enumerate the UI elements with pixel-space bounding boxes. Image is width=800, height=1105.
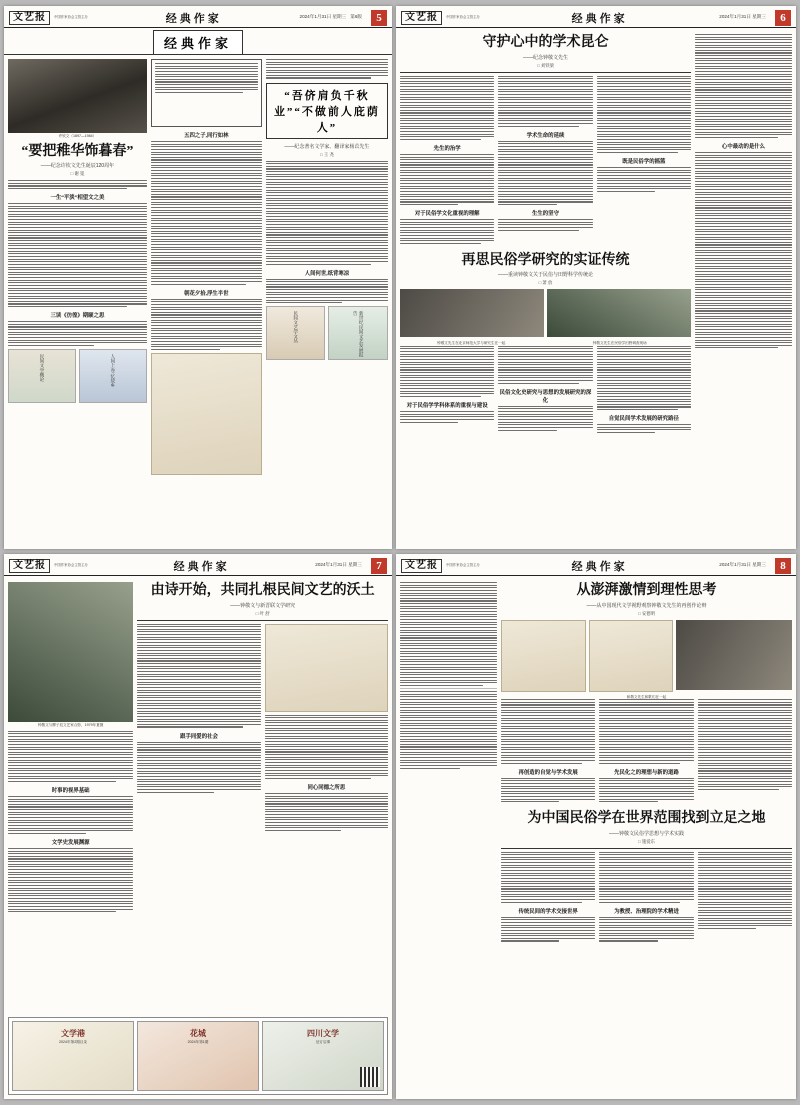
masthead-page-5: [4, 6, 392, 28]
section-heading-1b: 三读《彷徨》期颐之思: [50, 313, 105, 320]
page-banner-title: 经典作家: [173, 560, 230, 573]
subheadline-article-7: ——钟敬文民俗学思想与学术实践: [608, 830, 684, 837]
section-heading-3d: 生生的坚守: [532, 211, 559, 218]
page-6-right-rail: [695, 34, 792, 435]
publication-logo-subtitle: 中国作家协会主管主办: [54, 14, 88, 19]
publication-logo: 文艺报: [401, 11, 442, 25]
byline-article-2: □ 王 尧: [320, 151, 334, 157]
subheadline-article-4: ——重读钟敬文关于民俗与田野科学传统论: [497, 272, 593, 279]
page-6-col-1: [400, 76, 494, 246]
ad-sichuan-wenxue[interactable]: [262, 1021, 384, 1091]
body-text-top-c: [266, 59, 388, 79]
book-cover-4: [328, 306, 388, 360]
section-heading-4b: 民俗文化史研究与思想的发展研究的深化: [499, 389, 592, 404]
manuscript-facsimile: [265, 624, 388, 712]
headline-article-5: 由诗开始，共同扎根民间文艺的沃土: [150, 583, 375, 598]
photo-row-page-6: [400, 289, 691, 337]
subheadline-article-5: ——钟敬文与新晋联文学研究: [230, 602, 296, 609]
page-6-main: [400, 34, 691, 435]
headline-article-1: “要把稚华饰暮春”: [21, 143, 134, 159]
advertisement-row: [9, 1018, 387, 1094]
portrait-photo-xu-qinwen: [8, 59, 147, 133]
page-7-text-col-1: [137, 624, 260, 833]
page-7-text-columns: [137, 624, 388, 833]
byline-article-5: □ 叶 舒: [255, 610, 270, 616]
book-title-2: 人间上卷·忆故乡: [110, 353, 116, 388]
section-heading-5a: 时事的视界基础: [51, 787, 90, 794]
page-date-line: 2024年1月31日 星期三: [315, 562, 362, 568]
byline-article-1: □ 谢 冕: [70, 171, 85, 177]
page-8-lower-text: [501, 852, 792, 944]
page-5-column-c: [266, 59, 388, 475]
qr-code-icon[interactable]: [360, 1067, 380, 1087]
page-number-badge: 7: [371, 558, 387, 574]
page-8-lower-col-2: [599, 852, 693, 944]
section-heading-5c: 跟手同爱的社会: [180, 733, 218, 740]
subheadline-article-3: ——纪念钟敬文先生: [522, 54, 568, 61]
section-heading-5d: 同心同德之所思: [307, 784, 346, 791]
masthead-page-7: [4, 554, 392, 576]
section-heading-5b: 文学史发展渊源: [51, 839, 90, 846]
divider: [400, 688, 497, 689]
page-8-main: [501, 582, 792, 943]
ad-title-2: 花城: [190, 1029, 206, 1038]
page-8-text-col-2: [599, 699, 693, 804]
page-6-lower-columns: [400, 346, 691, 435]
page-date-line: 2024年1月31日 星期三: [719, 14, 766, 20]
body-text-article-1: [8, 180, 147, 189]
headline-article-6: 从澎湃激情到理性思考: [576, 583, 717, 598]
page-number-badge: 6: [775, 10, 791, 26]
page-6-col-3: [597, 76, 691, 246]
ad-title-1: 文学港: [61, 1029, 85, 1038]
section-heading-3b: 对于民俗学文化重视的理解: [414, 211, 480, 218]
page-7-col-photo: [8, 582, 133, 914]
headline-article-2: “吾侪肩负千秋业”“不做前人庇荫人”: [266, 83, 388, 139]
section-heading-6b: 先民化之的理想与新的道路: [614, 769, 679, 776]
calligraphy-illustration: [151, 353, 262, 475]
headline-article-3: 守护心中的学术昆仑: [482, 35, 609, 50]
ad-huacheng[interactable]: [137, 1021, 259, 1091]
masthead-page-8: [396, 554, 796, 576]
divider: [400, 72, 691, 73]
byline-article-7: □ 施爱东: [637, 838, 656, 844]
body-text-1a: [8, 203, 147, 307]
page-date-line: 2024年1月31日 星期三: [719, 562, 766, 568]
subheadline-article-2: ——纪念著名文学家、翻译家杨苡先生: [284, 143, 370, 150]
page-8-left-rail: [400, 582, 497, 943]
page-6-lower-col-1: [400, 346, 494, 435]
photo-caption-2: 钟敬文先生在民俗学田野调查现场: [592, 341, 647, 346]
subheadline-article-6: ——从中国现代文学视野观察钟敬文先生的再创作论辩: [586, 602, 707, 609]
document-scan-1: [501, 620, 586, 692]
newspaper-page-8: [396, 554, 796, 1099]
newspaper-page-5: [4, 6, 392, 549]
page-8-columns: [396, 576, 796, 947]
body-text-2c: [266, 279, 388, 304]
ad-wenxuegang[interactable]: [12, 1021, 134, 1091]
page-6-upper-columns: [400, 76, 691, 246]
book-cover-2: [79, 349, 147, 403]
photo-caption: 许钦文（1897—1984）: [58, 134, 97, 138]
page-number-badge: 8: [775, 558, 791, 574]
masthead-page-6: [396, 6, 796, 28]
section-heading-3f: 心中最动的是什么: [721, 144, 766, 151]
section-heading-4a: 对于民俗学学科体系的重视与建设: [406, 402, 488, 409]
body-text-2b: [151, 299, 262, 350]
divider: [501, 848, 792, 849]
landscape-photo-page-7: [8, 582, 133, 722]
photo-caption-1: 钟敬文先生在北京师范大学与研究生在一起: [437, 341, 506, 346]
book-cover-row-right: [266, 306, 388, 360]
book-title-3: 民间文艺学文丛: [293, 311, 299, 344]
newspaper-page-6: [396, 6, 796, 549]
section-heading-1a: 一生“平淡”相望文之美: [50, 195, 105, 202]
byline-article-3: □ 刘铁梁: [536, 62, 555, 68]
ad-note-3: 征订启事: [315, 1040, 331, 1044]
advertisement-strip: [8, 1017, 388, 1095]
page-banner-title: 经典作家: [165, 12, 222, 25]
page-edition-line: 第6版: [350, 14, 362, 20]
byline-article-6: □ 安德明: [637, 610, 656, 616]
photo-fieldwork-site: [547, 289, 691, 337]
section-heading-7a: 传统民间的学术交接世界: [518, 908, 578, 915]
publication-logo-subtitle: 中国作家协会主管主办: [446, 14, 480, 19]
page-6-lower-col-2: [498, 346, 592, 435]
headline-article-7: 为中国民俗学在世界范围找到立足之地: [527, 811, 766, 826]
section-title-banner: 经典作家: [153, 30, 243, 55]
page-6-col-2: [498, 76, 592, 246]
page-8-photo-row: [501, 620, 792, 692]
section-heading-3e: 既是民俗学的摇篮: [622, 159, 666, 166]
book-title-4: 新世纪民间文艺发展报告: [353, 311, 365, 358]
publication-logo-subtitle: 中国作家协会主管主办: [446, 562, 480, 567]
section-heading-4c: 自觉民间学术发展的研究路径: [608, 416, 679, 423]
document-scan-2: [589, 620, 674, 692]
page-8-upper-text: [501, 699, 792, 804]
page-5-columns: [4, 55, 392, 479]
section-heading-3a: 先生的治学: [433, 145, 461, 152]
body-text-article-2: [266, 161, 388, 265]
ad-note-1: 2024年第2期目录: [59, 1040, 87, 1044]
book-cover-3: [266, 306, 326, 360]
section-heading-2a: 五四之子,同行如林: [184, 133, 229, 139]
section-heading-3c: 学术生命的延续: [526, 132, 565, 139]
subheadline-article-1: ——纪念许钦文先生诞辰120周年: [40, 163, 115, 170]
book-title-1: 民间文学概论: [39, 353, 45, 382]
divider: [137, 620, 388, 621]
group-photo-page-8: [676, 620, 792, 690]
headline-article-4: 再思民俗学研究的实证传统: [461, 252, 630, 268]
page-5-column-a: [8, 59, 147, 475]
photo-caption-page-7: 钟敬文与柳子辰文艺家合影，1979年夏摄: [37, 723, 104, 727]
page-7-text-col-2: [265, 624, 388, 833]
sidebar-note-box: [151, 59, 262, 127]
book-cover-1: [8, 349, 76, 403]
page-8-lower-col-1: [501, 852, 595, 944]
page-7-columns: [4, 576, 392, 918]
newspaper-page-7: [4, 554, 392, 1099]
publication-logo: 文艺报: [9, 11, 50, 25]
page-6-lower-col-3: [597, 346, 691, 435]
section-heading-6a: 再创造的自觉与学术发展: [518, 769, 578, 776]
page-banner-title: 经典作家: [571, 12, 628, 25]
section-heading-7b: 为教授、治理院的学术精进: [614, 908, 679, 915]
page-number-badge: 5: [371, 10, 387, 26]
masthead-ornament-page-5: [4, 28, 392, 55]
photo-caption-page-8: 和敬文先生和歌们在一起: [626, 694, 667, 699]
book-cover-row-left: [8, 349, 147, 403]
page-8-lower-col-3: [698, 852, 792, 944]
ad-note-2: 2024年第1期: [187, 1040, 209, 1044]
byline-article-4: □ 萧 放: [538, 280, 553, 286]
publication-logo: 文艺报: [9, 559, 50, 573]
body-text-2a: [151, 141, 262, 285]
page-6-columns: [396, 28, 796, 439]
publication-logo-subtitle: 中国作家协会主管主办: [54, 562, 88, 567]
section-heading-2c: 人间何世,纸背寒凉: [304, 270, 350, 277]
section-heading-2b: 朝花夕拾,浮生半世: [184, 290, 229, 297]
page-5-column-b: [151, 59, 262, 475]
page-8-text-col-1: [501, 699, 595, 804]
publication-logo: 文艺报: [401, 559, 442, 573]
page-8-text-col-3: [698, 699, 792, 804]
body-text-1b: [8, 321, 147, 346]
page-7-col-main: [137, 582, 388, 914]
page-date-line: 2024年1月31日 星期三: [299, 14, 347, 20]
ad-title-3: 四川文学: [307, 1029, 339, 1038]
photo-zhong-jingwen-with-students: [400, 289, 544, 337]
page-banner-title: 经典作家: [571, 560, 628, 573]
